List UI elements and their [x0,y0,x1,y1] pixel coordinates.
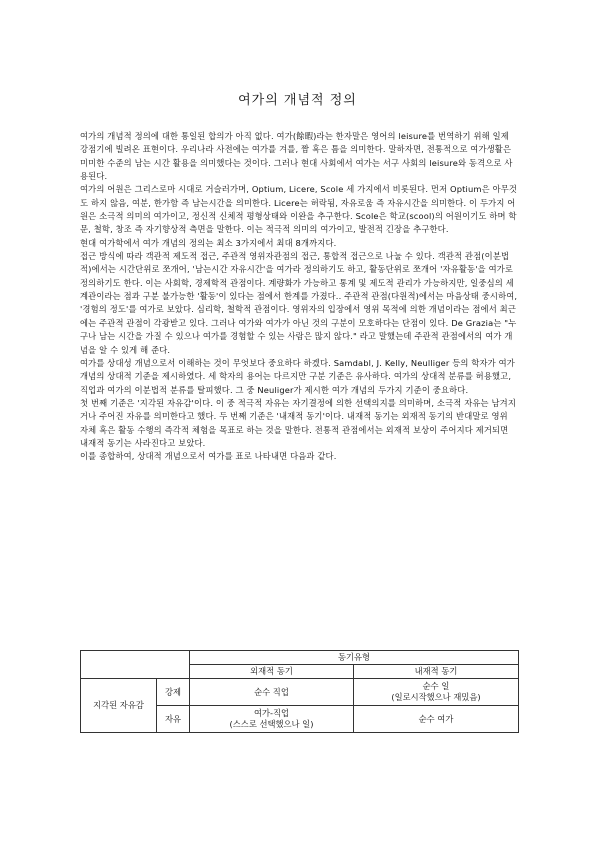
motivation-type-header: 동기유형 [190,651,519,665]
cell-free-intrinsic: 순수 여가 [354,706,519,733]
paragraph: 첫 번째 기준은 '지각된 자유감'이다. 이 중 적극적 자유는 자기결정에 의한 선택의지를 의미하며, 소극적 자유는 남겨지거나 주어진 자유를 의미한다고 했다. 두 번째 기준은 '내재적 동기'이다. 내재적 동기는 외재적 동기의 반대말로 영위 자체 혹은 활동 수행의 즉각적 체험을 목표로 하는 것을 말한다. 전통적 관점에서는 외재적 보상이 주어지다 제거되면 내재적 동기는 사라진다고 보았다. [80,397,516,448]
extrinsic-motivation-header: 외재적 동기 [190,665,354,679]
table-row [81,651,519,665]
paragraph: 여가를 상대성 개념으로서 이해하는 것이 무엇보다 중요하다 하겠다. Samdabl, J. Kelly, Neulliger 등의 학자가 여가개념의 상대적 기준을 제시하였다. 세 학자의 용어는 다르지만 구분 기준은 유사하다. 여가의 상대적 분류를 허용했고, 직업과 여가의 이분법적 분류를 탈피했다. 그 중 Neuliger가 제시한 여가 개념의 두가지 기준이 중요하다. [80,357,515,395]
leisure-classification-table [80,650,519,733]
cell-forced-extrinsic: 순수 직업 [190,679,354,706]
cell-line: 순수 일 [422,681,450,691]
document-body [80,130,518,464]
cell-line: 여가-직업 [253,708,290,718]
leisure-classification-table-wrap [80,650,518,733]
table-corner-cell [81,651,190,679]
paragraph: 현대 여가학에서 여가 개념의 정의는 최소 3가지에서 최대 8개까지다. [80,237,337,248]
paragraph: 이를 종합하여, 상대적 개념으로서 여가를 표로 나타내면 다음과 같다. [80,451,337,462]
paragraph: 접근 방식에 따라 객관적 제도적 접근, 주관적 영위자관점의 접근, 통합적 접근으로 나눌 수 있다. 객관적 관점(이분법적)에서는 시간단위로 쪼개어, '남는시간 자유시간'을 여가라 정의하기도 하고, 활동단위로 쪼개어 '자유활동'을 여가로 정의하기도 한다. 이는 사회학, 경제학적 관점이다. 계량화가 가능하고 통계 및 제도적 관리가 가능하지만, 일중심의 세계관이라는 점과 구분 불가능한 '활동'이 있다는 점에서 한계를 가졌다.. 주관적 관점(다원적)에서는 마음상태 중시하여, '경험의 정도'를 여가로 보았다. 심리학, 철학적 관점이다. 영위자의 입장에서 영위 목적에 의한 개념이라는 점에서 최근에는 주관적 관점이 각광받고 있다. 그러나 여가와 여가가 아닌 것의 구분이 모호하다는 단점이 있다. De Grazia는 "누구나 남는 시간을 가질 수 있으나 여가를 경험할 수 있는 사람은 많지 않다." 라고 말했는데 주관적 관점에서의 여가 개념을 알 수 있게 해 준다. [80,251,518,355]
free-row-header: 자유 [157,706,190,733]
cell-free-extrinsic [190,706,354,733]
cell-line: (스스로 선택했으나 일) [229,719,314,729]
document-title: 여가의 개념적 정의 [238,93,357,108]
paragraph: 여가의 개념적 정의에 대한 통일된 합의가 아직 없다. 여가(餘暇)라는 한자말은 영어의 leisure를 번역하기 위해 일제 강점기에 빌려온 표현이다. 우리나라 사전에는 여가를 겨를, 짬 혹은 틈을 의미한다. 말하자면, 전통적으로 여가생활은 미미한 수준의 남는 시간 활용을 의미했다는 것이다. 그러나 현대 사회에서 여가는 서구 사회의 leisure와 동격으로 사용된다. [80,131,513,182]
forced-row-header: 강제 [157,679,190,706]
intrinsic-motivation-header: 내재적 동기 [354,665,519,679]
paragraph: 여가의 어원은 그리스로마 시대로 거슬러가며, Optium, Licere, Scole 세 가지에서 비롯된다. 먼저 Optium은 아무것도 하지 않음, 여분, 한가함 즉 남는시간을 의미한다. Licere는 허락됨, 자유로움 즉 자유시간을 의미한다. 이 두가지 어원은 소극적 의미의 여가이고, 정신적 신체적 평형상태와 이완을 추구한다. Scole은 학교(scool)의 어원이기도 하며 학문, 철학, 창조 즉 자기향상적 측면을 말한다. 이는 적극적 의미의 여가이고, 발전적 긴장을 추구한다. [80,184,518,235]
cell-forced-intrinsic [354,679,519,706]
perceived-freedom-header: 지각된 자유감 [81,679,157,733]
cell-line: (일로시작했으나 재밌음) [391,692,481,702]
table-row [81,679,519,706]
